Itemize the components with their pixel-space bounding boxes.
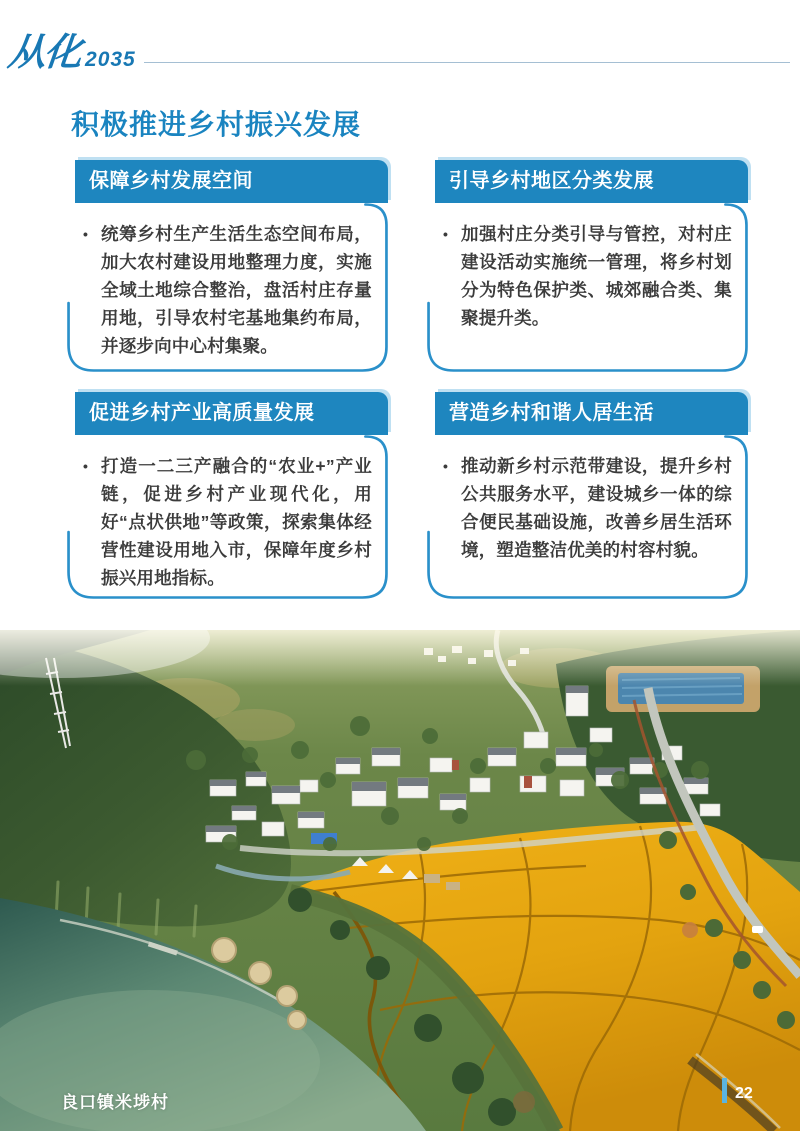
policy-cards-grid bbox=[75, 160, 748, 599]
photo-caption: 良口镇米埗村 bbox=[61, 1093, 169, 1112]
page-number: 22 bbox=[735, 1085, 753, 1102]
card-body-1 bbox=[67, 203, 388, 372]
card-classified-development bbox=[435, 160, 748, 372]
logo-conghua: 从化 bbox=[5, 32, 83, 74]
bullet-dot: • bbox=[443, 226, 448, 242]
header-rule bbox=[144, 62, 790, 63]
card-paragraph-1: 统筹乡村生产生活生态空间布局，加大农村建设用地整理力度，实施全域土地综合整治，盘活村庄存量用地，引导农村宅基地集约布局，并逐步向中心村集聚。 bbox=[101, 224, 372, 356]
village-aerial-photo bbox=[0, 630, 800, 1131]
bullet-dot: • bbox=[83, 226, 88, 242]
card-header-3: 促进乡村产业高质量发展 bbox=[75, 392, 388, 435]
card-paragraph-3: 打造一二三产融合的“农业+”产业链，促进乡村产业现代化，用好“点状供地”等政策，探索集体经营性建设用地入市，保障年度乡村振兴用地指标。 bbox=[101, 456, 372, 588]
card-paragraph-2: 加强村庄分类引导与管控，对村庄建设活动实施统一管理，将乡村划分为特色保护类、城郊融合类、集聚提升类。 bbox=[461, 224, 732, 328]
section-title: 积极推进乡村振兴发展 bbox=[71, 109, 362, 140]
card-header-1: 保障乡村发展空间 bbox=[75, 160, 388, 203]
logo-2035: 2035 bbox=[85, 48, 136, 71]
card-industry-quality bbox=[75, 392, 388, 599]
card-paragraph-4: 推动新乡村示范带建设，提升乡村公共服务水平，建设城乡一体的综合便民基础设施，改善乡居生活环境，塑造整洁优美的村容村貌。 bbox=[461, 456, 732, 560]
bullet-dot: • bbox=[83, 458, 88, 474]
card-rural-space bbox=[75, 160, 388, 372]
page-number-bar bbox=[722, 1078, 727, 1103]
card-header-2: 引导乡村地区分类发展 bbox=[435, 160, 748, 203]
photo-illustration bbox=[0, 630, 800, 1131]
card-body-2 bbox=[427, 203, 748, 372]
page-header bbox=[5, 26, 790, 74]
page-marker bbox=[722, 1078, 753, 1103]
card-body-4 bbox=[427, 435, 748, 599]
card-body-3 bbox=[67, 435, 388, 599]
bullet-dot: • bbox=[443, 458, 448, 474]
card-living-environment bbox=[435, 392, 748, 599]
card-header-4: 营造乡村和谐人居生活 bbox=[435, 392, 748, 435]
